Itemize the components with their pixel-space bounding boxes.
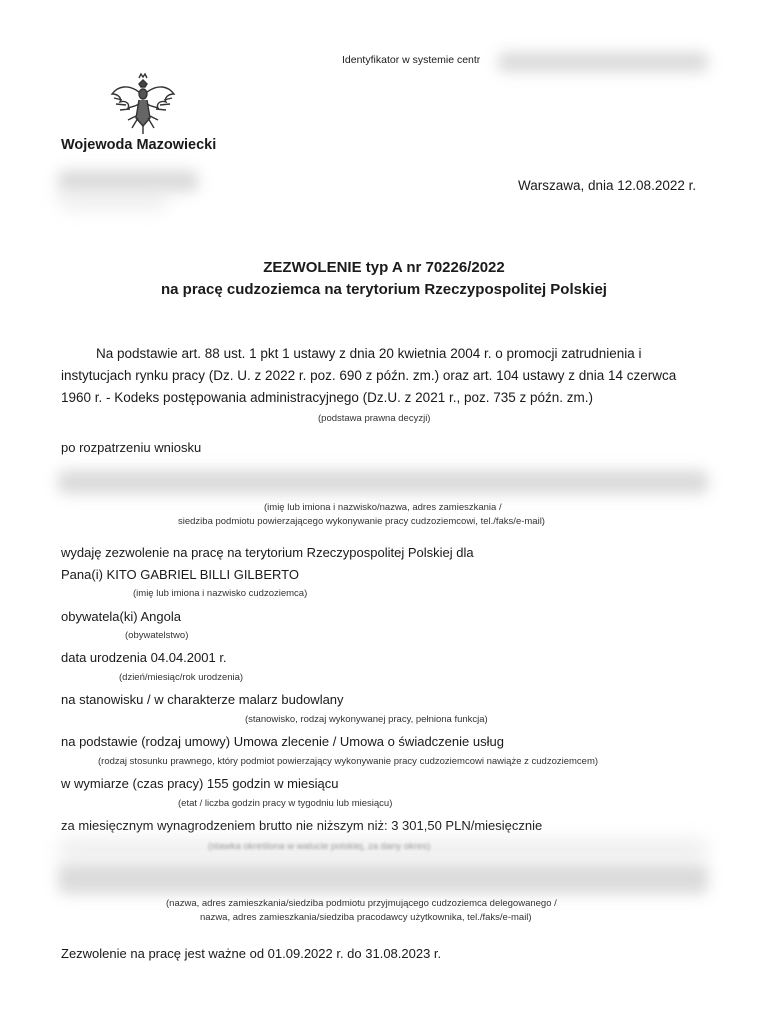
dob-value: 04.04.2001 r. [150,650,227,665]
salary-value: 3 301,50 PLN/miesięcznie [391,818,543,833]
redacted-applicant [58,470,708,494]
name-prefix: Pana(i) [61,567,103,582]
hours-row [61,776,338,791]
employer-caption-2: nazwa, adres zamieszkania/siedziba pracodawcy użytkownika, tel./faks/e-mail) [200,912,532,923]
applicant-caption-1: (imię lub imiona i nazwisko/nazwa, adres zamieszkania / [264,502,502,513]
contract-row [61,734,504,749]
salary-row [61,818,542,833]
position-prefix: na stanowisku / w charakterze [61,692,236,707]
position-caption: (stanowisko, rodzaj wykonywanej pracy, pełniona funkcja) [245,714,488,725]
contract-prefix: na podstawie (rodzaj umowy) [61,734,231,749]
position-value: malarz budowlany [238,692,344,707]
citizenship-prefix: obywatela(ki) [61,609,138,624]
citizenship-value: Angola [140,609,181,624]
foreigner-name: KITO GABRIEL BILLI GILBERTO [106,567,299,582]
eagle-emblem-icon [108,72,178,138]
document-subtitle: na pracę cudzoziemca na terytorium Rzeczypospolitej Polskiej [161,281,607,298]
redacted-case-number-2 [58,192,168,208]
position-row [61,692,344,707]
redacted-identifier [498,52,708,72]
legal-basis-line-1: Na podstawie art. 88 ust. 1 pkt 1 ustawy z dnia 20 kwietnia 2004 r. o promocji zatrudnienia i [96,346,642,361]
hours-value: 155 godzin w miesiącu [206,776,339,791]
citizenship-row [61,609,181,624]
dob-row [61,650,227,665]
redacted-employer [58,864,708,894]
legal-basis-caption: (podstawa prawna decyzji) [318,413,431,424]
document-title: ZEZWOLENIE typ A nr 70226/2022 [263,259,505,276]
citizenship-caption: (obywatelstwo) [125,630,189,641]
dob-prefix: data urodzenia [61,650,148,665]
permit-intro: wydaję zezwolenie na pracę na terytorium Rzeczypospolitej Polskiej dla [61,545,474,560]
legal-basis-line-3: 1960 r. - Kodeks postępowania administracyjnego (Dz.U. z 2021 r., poz. 735 z późn. zm.) [61,390,594,405]
identifier-label: Identyfikator w systemie centr [342,54,481,66]
redacted-case-number [58,170,198,192]
name-caption: (imię lub imiona i nazwisko cudzoziemca) [133,588,308,599]
legal-basis-line-2: instytucjach rynku pracy (Dz. U. z 2022 r. poz. 690 z późn. zm.) oraz art. 104 ustawy z dnia 14 czerwca [61,368,677,383]
hours-caption: (etat / liczba godzin pracy w tygodniu lub miesiącu) [178,798,393,809]
salary-caption: (stawka określona w walucie polskiej, za dany okres) [208,841,431,852]
contract-caption: (rodzaj stosunku prawnego, który podmiot powierzający wykonywanie pracy cudzoziemcowi nawiąże z cudzoziemcem) [98,756,599,767]
authority-name: Wojewoda Mazowiecki [61,137,217,153]
hours-prefix: w wymiarze (czas pracy) [61,776,204,791]
application-label: po rozpatrzeniu wniosku [61,440,202,455]
validity-statement: Zezwolenie na pracę jest ważne od 01.09.2022 r. do 31.08.2023 r. [61,946,442,961]
dob-caption: (dzień/miesiąc/rok urodzenia) [119,672,244,683]
applicant-caption-2: siedziba podmiotu powierzającego wykonywanie pracy cudzoziemcowi, tel./faks/e-mail) [178,516,545,527]
foreigner-name-row [61,567,299,582]
place-date: Warszawa, dnia 12.08.2022 r. [518,178,697,193]
employer-caption-1: (nazwa, adres zamieszkania/siedziba podmiotu przyjmującego cudzoziemca delegowanego / [166,898,557,909]
salary-prefix: za miesięcznym wynagrodzeniem brutto nie niższym niż: [61,818,388,833]
contract-value: Umowa zlecenie / Umowa o świadczenie usług [233,734,504,749]
